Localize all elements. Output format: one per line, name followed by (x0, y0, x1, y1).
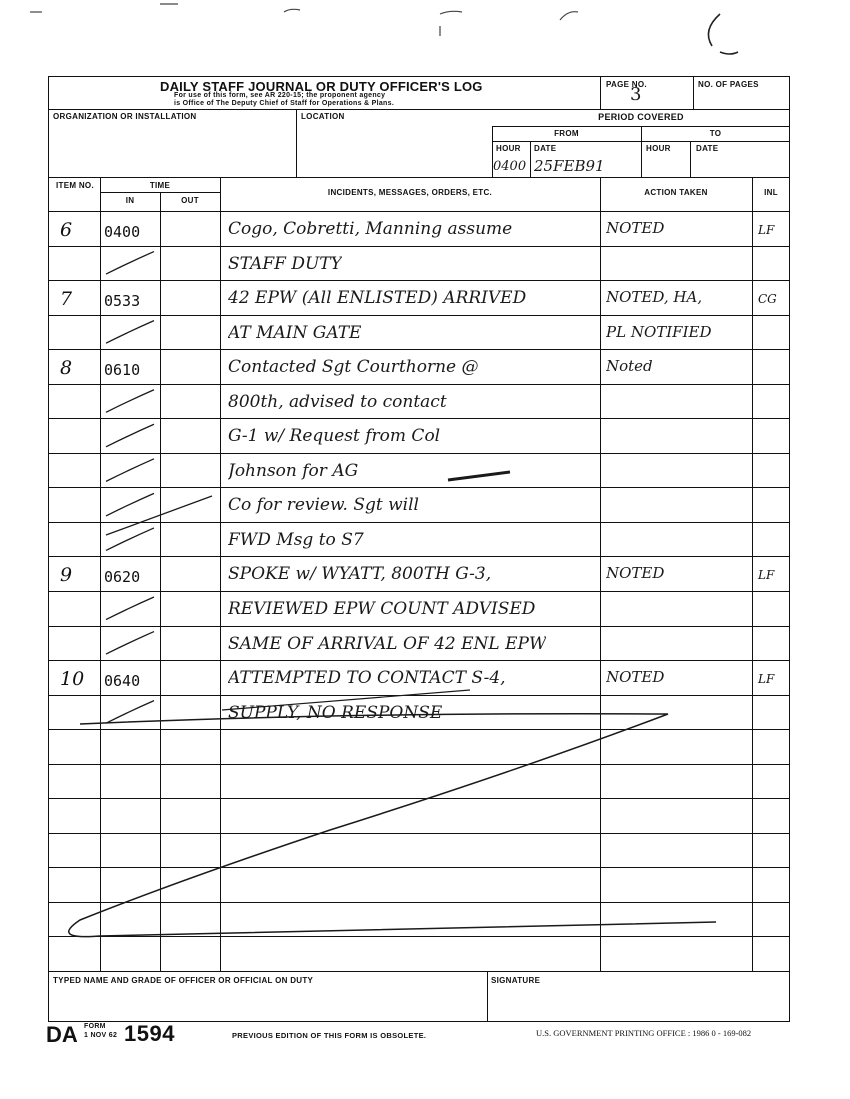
inl-header: INL (764, 188, 778, 197)
incidents-header: INCIDENTS, MESSAGES, ORDERS, ETC. (327, 188, 493, 197)
form-subtitle-1: For use of this form, see AR 220-15; the proponent agency (174, 92, 386, 99)
response-underline (222, 690, 470, 710)
action-taken: PL NOTIFIED (606, 322, 712, 341)
incident-text: 42 EPW (All ENLISTED) ARRIVED (228, 288, 527, 309)
page-no-label: PAGE NO. (606, 80, 647, 89)
scan-mark (440, 11, 462, 36)
form-id-number: 1594 (124, 1021, 175, 1046)
period-covered-label: PERIOD COVERED (598, 112, 684, 122)
incident-text: 800th, advised to contact (228, 391, 447, 412)
continuation-slash (106, 632, 154, 655)
action-taken: NOTED, HA, (606, 288, 703, 307)
incident-text: Co for review. Sgt will (228, 495, 419, 516)
item-no-header: ITEM NO. (56, 181, 94, 190)
initials: LF (758, 568, 775, 583)
strikethrough (448, 472, 510, 480)
continuation-slash (106, 459, 154, 482)
from-hour-label: HOUR (496, 144, 521, 153)
continuation-slash (106, 252, 154, 275)
incident-text: Contacted Sgt Courthorne @ (228, 357, 479, 378)
incident-text: Cogo, Cobretti, Manning assume (228, 219, 513, 239)
to-label: TO (709, 129, 722, 138)
footer-divider (487, 971, 488, 1021)
action-taken: Noted (606, 357, 653, 376)
time-in: 0620 (104, 568, 141, 587)
footer-top-line (48, 971, 790, 972)
from-date-value: 25FEB91 (534, 157, 605, 175)
item-number: 8 (60, 357, 73, 380)
initials: LF (758, 223, 775, 237)
organization-label: ORGANIZATION OR INSTALLATION (53, 112, 197, 121)
item-number: 7 (60, 288, 73, 311)
no-of-pages-label: NO. OF PAGES (698, 80, 759, 89)
initials: CG (758, 292, 777, 307)
location-label: LOCATION (301, 112, 345, 121)
incident-text: AT MAIN GATE (228, 322, 362, 343)
incident-text: SPOKE w/ WYATT, 800TH G-3, (228, 564, 492, 585)
from-hour-value: 0400 (493, 159, 527, 174)
scan-mark (560, 12, 578, 20)
incident-text: G-1 w/ Request from Col (228, 426, 441, 447)
scan-mark (284, 9, 300, 12)
printing-office-note: U.S. GOVERNMENT PRINTING OFFICE : 1986 0 - 169-082 (536, 1028, 752, 1038)
incident-text: ATTEMPTED TO CONTACT S-4, (228, 668, 506, 689)
continuation-slash (106, 597, 154, 620)
incident-text: FWD Msg to S7 (228, 529, 364, 550)
initials: LF (758, 672, 775, 687)
continuation-slash (106, 496, 212, 535)
incident-text: REVIEWED EPW COUNT ADVISED (228, 599, 536, 619)
continuation-slash (106, 493, 154, 516)
action-taken: NOTED (606, 219, 665, 237)
to-hour-label: HOUR (646, 144, 671, 153)
continuation-slash (106, 390, 154, 413)
form-id-form: FORM (84, 1023, 106, 1030)
form-id-prefix: DA (46, 1022, 78, 1047)
continuation-slash (106, 528, 154, 551)
from-label: FROM (554, 129, 579, 138)
form-subtitle-2: is Office of The Deputy Chief of Staff for Operations & Plans. (174, 100, 395, 107)
form-title: DAILY STAFF JOURNAL OR DUTY OFFICER'S LOG (160, 79, 483, 94)
time-in: 0533 (104, 292, 141, 311)
form-id-date: 1 NOV 62 (84, 1032, 118, 1039)
time-header: TIME (149, 181, 171, 190)
incident-text: SUPPLY, NO RESPONSE (228, 702, 443, 723)
incident-text: Johnson for AG (228, 460, 359, 481)
action-taken: NOTED (606, 564, 665, 583)
scan-mark (708, 14, 738, 54)
item-number: 10 (60, 668, 85, 691)
closing-z-line (69, 714, 716, 937)
action-header: ACTION TAKEN (644, 188, 708, 197)
out-header: OUT (181, 196, 199, 205)
incident-text: STAFF DUTY (228, 253, 342, 274)
page-no-value: 3 (630, 84, 642, 105)
continuation-slash (106, 701, 154, 724)
item-number: 9 (60, 564, 73, 587)
action-taken: NOTED (606, 668, 665, 687)
typed-name-label: TYPED NAME AND GRADE OF OFFICER OR OFFICIAL ON DUTY (53, 976, 314, 985)
previous-edition-note: PREVIOUS EDITION OF THIS FORM IS OBSOLETE. (232, 1031, 427, 1040)
incident-text: SAME OF ARRIVAL OF 42 ENL EPW (228, 633, 547, 654)
time-in: 0610 (104, 361, 141, 380)
continuation-slash (106, 424, 154, 447)
signature-label: SIGNATURE (491, 976, 541, 985)
from-date-label: DATE (534, 144, 557, 153)
time-in: 0640 (104, 672, 141, 691)
to-date-label: DATE (696, 144, 719, 153)
in-header: IN (125, 196, 135, 205)
item-number: 6 (60, 219, 73, 241)
continuation-slash (106, 321, 154, 344)
time-in: 0400 (104, 223, 141, 241)
